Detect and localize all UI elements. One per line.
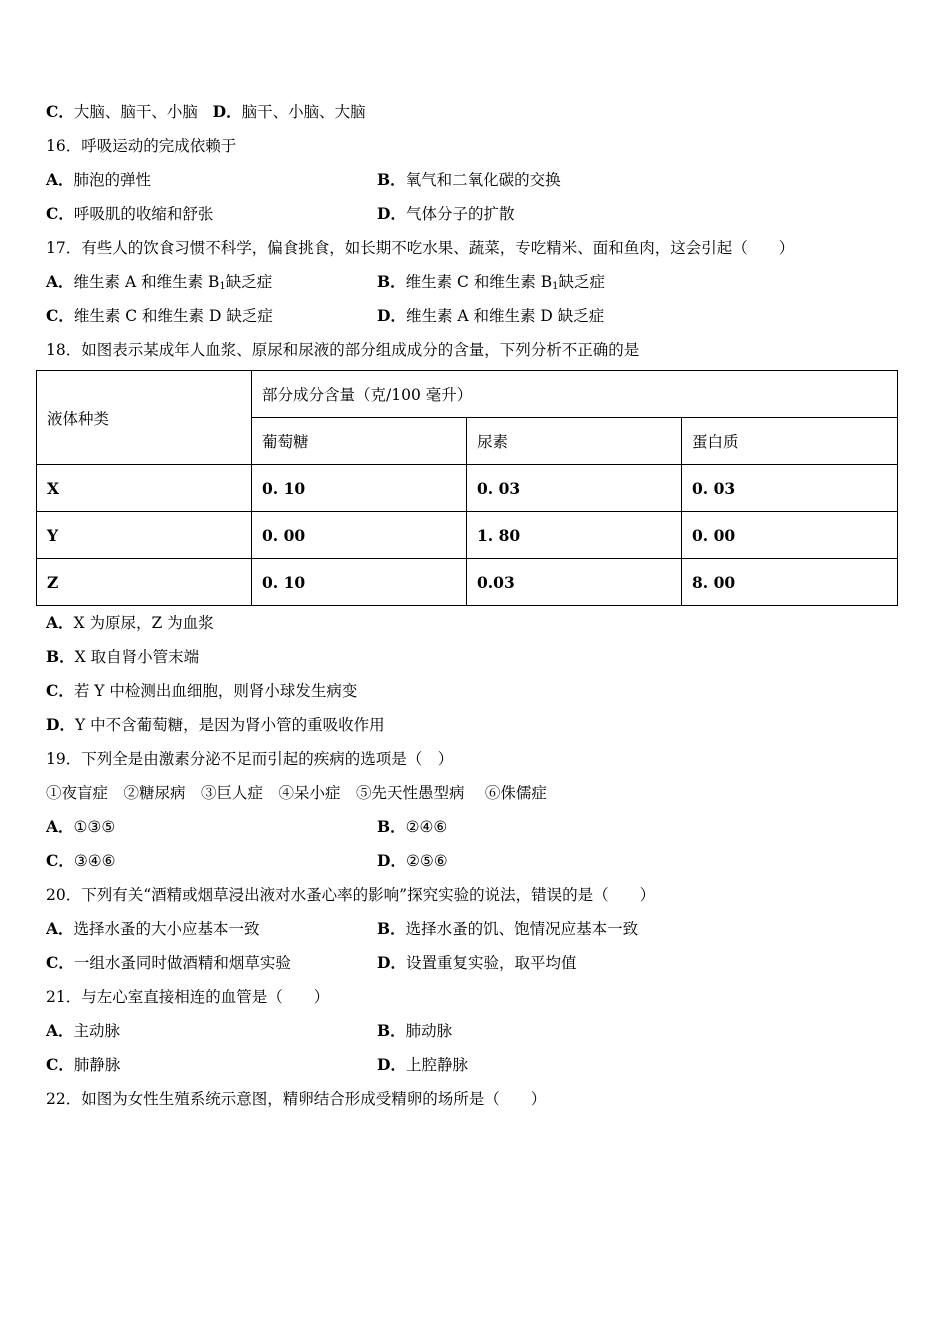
table-cell: Z	[37, 559, 252, 606]
table-cell: 0. 00	[252, 512, 467, 559]
q16-option-c: C．呼吸肌的收缩和舒张	[46, 204, 214, 223]
q18-option-c: C．若 Y 中检测出血细胞，则肾小球发生病变	[46, 681, 358, 700]
table-cell: Y	[37, 512, 252, 559]
q19-option-d: D．②⑤⑥	[377, 851, 448, 870]
table-cell: 0. 03	[682, 465, 898, 512]
table-cell: 0. 03	[467, 465, 682, 512]
q16-option-a: A．肺泡的弹性	[46, 170, 152, 189]
q16-option-b: B．氧气和二氧化碳的交换	[377, 170, 561, 189]
q18-option-b: B．X 取自肾小管末端	[46, 647, 200, 666]
q22-stem: 22．如图为女性生殖系统示意图，精卵结合形成受精卵的场所是（ ）	[46, 1090, 547, 1108]
table-row-header: 液体种类	[37, 371, 252, 465]
q17-option-b: B．维生素 C 和维生素 $B_1$缺乏症	[377, 272, 606, 292]
q16-stem: 16．呼吸运动的完成依赖于	[46, 137, 237, 155]
q17-stem: 17．有些人的饮食习惯不科学，偏食挑食，如长期不吃水果、蔬菜，专吃精米、面和鱼肉，这会引起（ ）	[46, 239, 795, 257]
table-col-header: 葡萄糖	[252, 418, 467, 465]
q20-option-b: B．选择水蚤的饥、饱情况应基本一致	[377, 919, 639, 938]
q15-options-cd: C．大脑、脑干、小脑 D．脑干、小脑、大脑	[46, 102, 366, 121]
table-cell: X	[37, 465, 252, 512]
table-cell: 0.03	[467, 559, 682, 606]
q18-option-a: A．X 为原尿，Z 为血浆	[46, 613, 214, 632]
table-cell: 8. 00	[682, 559, 898, 606]
q21-option-b: B．肺动脉	[377, 1021, 453, 1040]
table-cell: 0. 10	[252, 465, 467, 512]
q20-option-d: D．设置重复实验，取平均值	[377, 953, 577, 972]
q17-option-c: C．维生素 C 和维生素 D 缺乏症	[46, 306, 273, 325]
q17-option-d: D．维生素 A 和维生素 D 缺乏症	[377, 306, 605, 325]
q21-option-c: C．肺静脉	[46, 1055, 121, 1074]
q19-option-b: B．②④⑥	[377, 817, 448, 836]
q16-option-d: D．气体分子的扩散	[377, 204, 515, 223]
table-group-header: 部分成分含量（克/100 毫升）	[252, 371, 898, 418]
q21-option-d: D．上腔静脉	[377, 1055, 468, 1074]
q21-stem: 21．与左心室直接相连的血管是（ ）	[46, 988, 330, 1006]
table-row	[37, 465, 898, 512]
q21-option-a: A．主动脉	[46, 1021, 121, 1040]
q17-option-a: A．维生素 A 和维生素 $B_1$缺乏症	[46, 272, 273, 292]
q20-option-a: A．选择水蚤的大小应基本一致	[46, 919, 260, 938]
q18-option-d: D．Y 中不含葡萄糖，是因为肾小管的重吸收作用	[46, 715, 385, 734]
table-row	[37, 512, 898, 559]
table-col-header: 蛋白质	[682, 418, 898, 465]
table-col-header: 尿素	[467, 418, 682, 465]
table-cell: 1. 80	[467, 512, 682, 559]
q20-stem: 20．下列有关“酒精或烟草浸出液对水蚤心率的影响”探究实验的说法，错误的是（ ）	[46, 886, 656, 904]
table-row	[37, 559, 898, 606]
q19-stem: 19．下列全是由激素分泌不足而引起的疾病的选项是（ ）	[46, 750, 454, 768]
q19-option-c: C．③④⑥	[46, 851, 116, 870]
table-cell: 0. 00	[682, 512, 898, 559]
q20-option-c: C．一组水蚤同时做酒精和烟草实验	[46, 953, 291, 972]
q18-stem: 18．如图表示某成年人血浆、原尿和尿液的部分组成成分的含量，下列分析不正确的是	[46, 341, 640, 359]
q19-option-a: A．①③⑤	[46, 817, 116, 836]
q19-items: ①夜盲症 ②糖尿病 ③巨人症 ④呆小症 ⑤先天性愚型病 ⑥侏儒症	[46, 784, 547, 802]
composition-table	[36, 370, 898, 606]
table-cell: 0. 10	[252, 559, 467, 606]
